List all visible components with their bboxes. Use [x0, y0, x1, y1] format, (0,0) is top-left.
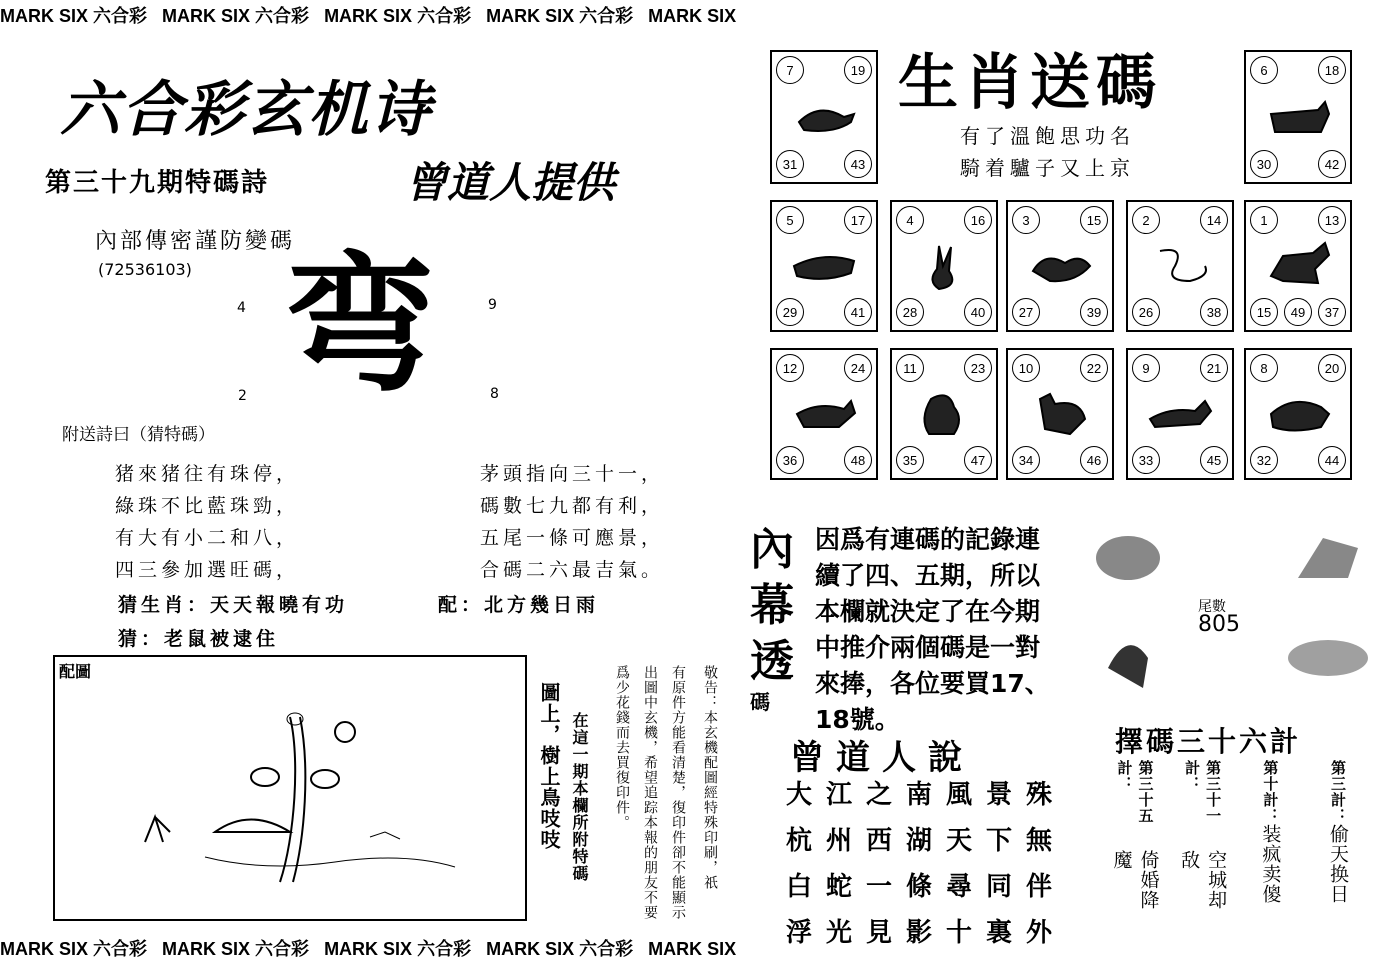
zodiac-number: 32 — [1250, 446, 1278, 474]
poem-left — [115, 458, 299, 586]
zodiac-number: 26 — [1132, 298, 1160, 326]
corner-digit: 9 — [488, 297, 497, 313]
band-item: MARK SIX 六合彩 — [324, 939, 472, 959]
strategy-text: 空城却敌 — [1178, 850, 1228, 910]
zodiac-card-rabbit — [890, 200, 998, 332]
zodiac-number: 31 — [776, 150, 804, 178]
strategy-item — [1178, 760, 1228, 925]
boar-icon — [1096, 536, 1160, 580]
zodiac-number: 41 — [844, 298, 872, 326]
zodiac-number: 33 — [1132, 446, 1160, 474]
strategy-title: 擇碼三十六計 — [1115, 725, 1302, 758]
band-item: MARK SIX 六合彩 — [0, 6, 148, 26]
subtitle: 內部傳密謹防變碼 — [95, 229, 296, 254]
strategy-text: 偷天换日 — [1326, 824, 1349, 904]
strategy-text: 倚婚降魔 — [1110, 850, 1160, 910]
notice-col: 出圖中玄機，希望追踪本報的朋友不要 — [642, 665, 658, 920]
zodiac-card-rooster — [1006, 348, 1114, 480]
zodiac-number: 11 — [896, 354, 924, 382]
code-character: 弯 — [285, 237, 436, 413]
zodiac-number: 38 — [1200, 298, 1228, 326]
zodiac-number: 4 — [896, 206, 924, 234]
band-item: MARK SIX — [648, 6, 737, 26]
caption-col: 在這一期本欄所附特碼 — [570, 712, 589, 882]
illustration-label: 配圖 — [59, 662, 92, 681]
inside-text-line: 來捧，各位要買17、 — [815, 669, 1050, 698]
zodiac-number: 1 — [1250, 206, 1278, 234]
zodiac-card-ox — [1244, 50, 1352, 184]
band-item: MARK SIX 六合彩 — [0, 939, 148, 959]
zodiac-number: 35 — [896, 446, 924, 474]
poem-heading: 附送詩曰（猜特碼） — [62, 425, 215, 445]
zodiac-card-dragon — [1006, 200, 1114, 332]
rabbit-icon — [909, 241, 979, 291]
poem-line: 碼數七九都有利， — [480, 495, 665, 517]
zodiac-number: 47 — [964, 446, 992, 474]
zodiac-card-pig — [1244, 348, 1352, 480]
strategy-text: 装疯卖傻 — [1259, 824, 1282, 904]
zodiac-number: 49 — [1284, 298, 1312, 326]
corner-digit: 2 — [238, 388, 247, 404]
saying-line: 大江之南風景殊 — [786, 780, 1067, 810]
zodiac-number: 15 — [1080, 206, 1108, 234]
zodiac-number: 45 — [1200, 446, 1228, 474]
notice-col: 有原件方能看清楚，復印件卻不能顯示 — [670, 665, 686, 920]
poem-line: 茅頭指向三十一， — [480, 463, 665, 485]
band-item: MARK SIX — [648, 939, 737, 959]
zodiac-number: 37 — [1318, 298, 1346, 326]
zodiac-number: 42 — [1318, 150, 1346, 178]
zodiac-number: 30 — [1250, 150, 1278, 178]
goat-icon — [789, 389, 859, 439]
zodiac-number: 46 — [1080, 446, 1108, 474]
rat-icon — [789, 92, 859, 142]
poem-line: 有大有小二和八， — [115, 527, 300, 549]
corner-digit: 8 — [490, 386, 499, 402]
zodiac-number: 7 — [776, 56, 804, 84]
strategy-label: 第十計： — [1261, 760, 1280, 824]
poem-line: 合碼二六最吉氣。 — [480, 559, 665, 581]
main-title: 六合彩玄机诗 — [60, 75, 432, 145]
zodiac-number: 20 — [1318, 354, 1346, 382]
rooster-icon — [1025, 389, 1095, 439]
notice-col: 爲少花錢而去買復印件。 — [614, 665, 630, 830]
tiger-icon — [789, 241, 859, 291]
corner-digit: 4 — [237, 300, 246, 316]
strategy-item — [1325, 760, 1352, 925]
header-band — [0, 2, 1391, 32]
zodiac-poem — [960, 120, 1135, 184]
zodiac-number: 34 — [1012, 446, 1040, 474]
dragon-icon — [1025, 241, 1095, 291]
zodiac-number: 14 — [1200, 206, 1228, 234]
zodiac-number: 39 — [1080, 298, 1108, 326]
band-item: MARK SIX 六合彩 — [486, 939, 634, 959]
zodiac-card-rat — [770, 50, 878, 184]
zodiac-number: 29 — [776, 298, 804, 326]
inside-text-line: 續了四、五期，所以 — [815, 561, 1041, 590]
inside-label-char: 碼 — [750, 690, 770, 714]
zodiac-card-goat — [770, 348, 878, 480]
zodiac-number: 36 — [776, 446, 804, 474]
inside-text — [815, 522, 1050, 738]
inside-label-char: 內 — [750, 524, 794, 575]
pig-icon — [1263, 389, 1333, 439]
horse-icon — [1263, 241, 1333, 291]
ox-icon — [1263, 92, 1333, 142]
zodiac-number: 6 — [1250, 56, 1278, 84]
zodiac-number: 27 — [1012, 298, 1040, 326]
band-item: MARK SIX 六合彩 — [324, 6, 472, 26]
zodiac-number: 24 — [844, 354, 872, 382]
inside-text-line: 中推介兩個碼是一對 — [815, 633, 1041, 662]
zodiac-number: 28 — [896, 298, 924, 326]
poem-line: 四三參加選旺碼， — [115, 559, 300, 581]
provider-label: 曾道人提供 — [405, 158, 616, 207]
zodiac-number: 44 — [1318, 446, 1346, 474]
band-item: MARK SIX 六合彩 — [486, 6, 634, 26]
inside-label — [750, 522, 794, 714]
animal-photos — [1088, 518, 1378, 698]
zodiac-number: 17 — [844, 206, 872, 234]
zodiac-number: 23 — [964, 354, 992, 382]
saying-title: 曾道人說 — [790, 738, 974, 778]
band-item: MARK SIX 六合彩 — [162, 6, 310, 26]
zodiac-number: 19 — [844, 56, 872, 84]
strategy-list — [1110, 760, 1352, 925]
zodiac-number: 8 — [1250, 354, 1278, 382]
band-item: MARK SIX 六合彩 — [162, 939, 310, 959]
inside-label-char: 幕 — [750, 580, 794, 631]
caption-col: 圖上，樹上鳥吱吱 — [537, 682, 561, 850]
dog-icon — [1298, 538, 1358, 578]
zodiac-number: 5 — [776, 206, 804, 234]
zodiac-card-horse — [1244, 200, 1352, 332]
guess-animal: 猜：老鼠被逮住 — [118, 628, 280, 650]
poem-line: 五尾一條可應景， — [480, 527, 665, 549]
issue-title: 第三十九期特碼詩 — [45, 168, 270, 198]
zodiac-number: 18 — [1318, 56, 1346, 84]
notice-col: 敬告：本玄機配圖經特殊印刷，祇 — [702, 665, 718, 890]
zodiac-number: 3 — [1012, 206, 1040, 234]
zodiac-card-dog — [1126, 348, 1234, 480]
strategy-item — [1110, 760, 1160, 925]
poem-right — [480, 458, 664, 586]
inside-text-line: 18號。 — [815, 705, 900, 734]
zodiac-number: 2 — [1132, 206, 1160, 234]
strategy-label: 第三計： — [1328, 760, 1347, 824]
zodiac-card-tiger — [770, 200, 878, 332]
tail-label: 尾數 — [1198, 599, 1226, 615]
zodiac-number: 48 — [844, 446, 872, 474]
zodiac-card-monkey — [890, 348, 998, 480]
illustration-box — [53, 655, 527, 921]
rooster-icon — [1108, 645, 1148, 688]
match-label: 配：北方幾日雨 — [438, 594, 600, 616]
footer-band — [0, 935, 1391, 965]
saying-lines — [786, 772, 1066, 956]
saying-line: 浮光見影十裏外 — [786, 918, 1067, 948]
saying-line: 杭州西湖天下無 — [786, 826, 1067, 856]
snake-icon — [1145, 241, 1215, 291]
poem-line: 猪來猪往有珠停， — [115, 463, 300, 485]
monkey-icon — [909, 389, 979, 439]
zodiac-number: 15 — [1250, 298, 1278, 326]
strategy-label: 第三十一計： — [1183, 760, 1223, 824]
zodiac-number: 13 — [1318, 206, 1346, 234]
zodiac-number: 21 — [1200, 354, 1228, 382]
zodiac-poem-line: 有了溫飽思功名 — [960, 124, 1135, 148]
zodiac-number: 40 — [964, 298, 992, 326]
zodiac-number: 16 — [964, 206, 992, 234]
zodiac-title: 生肖送碼 — [898, 48, 1162, 118]
zodiac-poem-line: 騎着驢子又上京 — [960, 156, 1135, 180]
strategy-item — [1257, 760, 1284, 925]
zodiac-number: 22 — [1080, 354, 1108, 382]
tail-value: 805 — [1198, 612, 1240, 637]
inside-label-char: 透 — [750, 636, 794, 687]
rabbit-icon — [1288, 640, 1368, 676]
saying-line: 白蛇一條尋同伴 — [786, 872, 1067, 902]
zodiac-number: 9 — [1132, 354, 1160, 382]
poem-line: 綠珠不比藍珠勁， — [115, 495, 300, 517]
inside-text-line: 因爲有連碼的記錄連 — [815, 525, 1041, 554]
zodiac-card-snake — [1126, 200, 1234, 332]
zodiac-number: 12 — [776, 354, 804, 382]
zodiac-number: 43 — [844, 150, 872, 178]
phone-number: (72536103) — [98, 260, 192, 279]
strategy-label: 第三十五計： — [1115, 760, 1155, 824]
zodiac-number: 10 — [1012, 354, 1040, 382]
guess-zodiac: 猜生肖：天天報曉有功 — [118, 594, 349, 616]
dog-icon — [1145, 389, 1215, 439]
inside-text-line: 本欄就決定了在今期 — [815, 597, 1041, 626]
tree-bird-illustration — [55, 657, 525, 919]
